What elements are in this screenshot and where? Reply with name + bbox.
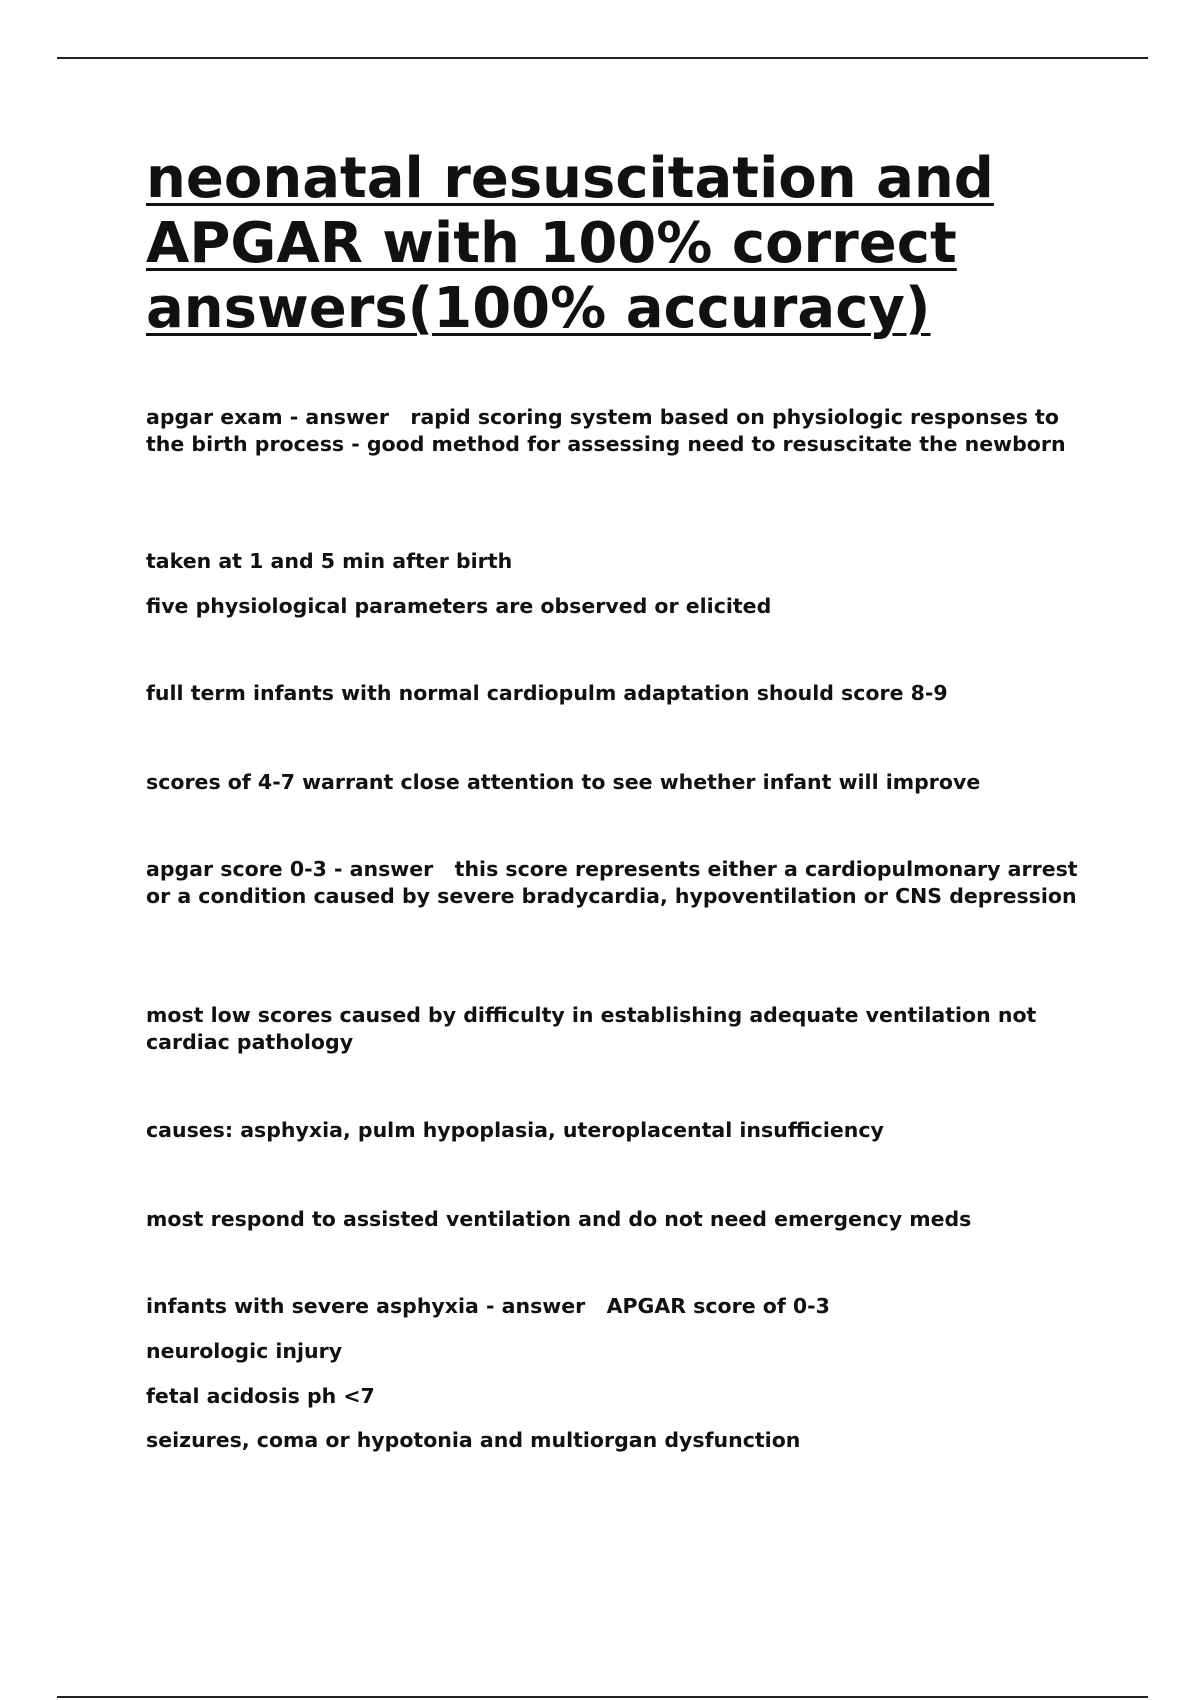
paragraph: full term infants with normal cardiopulm adaptation should score 8-9 [146, 681, 948, 705]
paragraph: scores of 4-7 warrant close attention to see whether infant will improve [146, 770, 981, 794]
paragraph: neurologic injury [146, 1339, 343, 1363]
paragraph: apgar exam - answer rapid scoring system based on physiologic responses to the birth process - good method for assessing need to resuscitate the newborn [146, 405, 1067, 456]
paragraph: five physiological parameters are observed or elicited [146, 594, 772, 618]
paragraph: most low scores caused by difficulty in establishing adequate ventilation not cardiac pathology [146, 1003, 1044, 1054]
paragraph: fetal acidosis ph <7 [146, 1384, 375, 1408]
paragraph: taken at 1 and 5 min after birth [146, 549, 513, 573]
bottom-rule [57, 1696, 1148, 1698]
paragraph: seizures, coma or hypotonia and multiorgan dysfunction [146, 1428, 801, 1452]
paragraph: causes: asphyxia, pulm hypoplasia, uteroplacental insufficiency [146, 1118, 884, 1142]
paragraph: apgar score 0-3 - answer this score represents either a cardiopulmonary arrest or a condition caused by severe bradycardia, hypoventilation or CNS depression [146, 857, 1085, 908]
document-title: neonatal resuscitation and APGAR with 100% correct answers(100% accuracy) [146, 146, 994, 341]
paragraph: infants with severe asphyxia - answer APGAR score of 0-3 [146, 1294, 830, 1318]
top-rule [57, 57, 1148, 59]
paragraph: most respond to assisted ventilation and do not need emergency meds [146, 1207, 972, 1231]
